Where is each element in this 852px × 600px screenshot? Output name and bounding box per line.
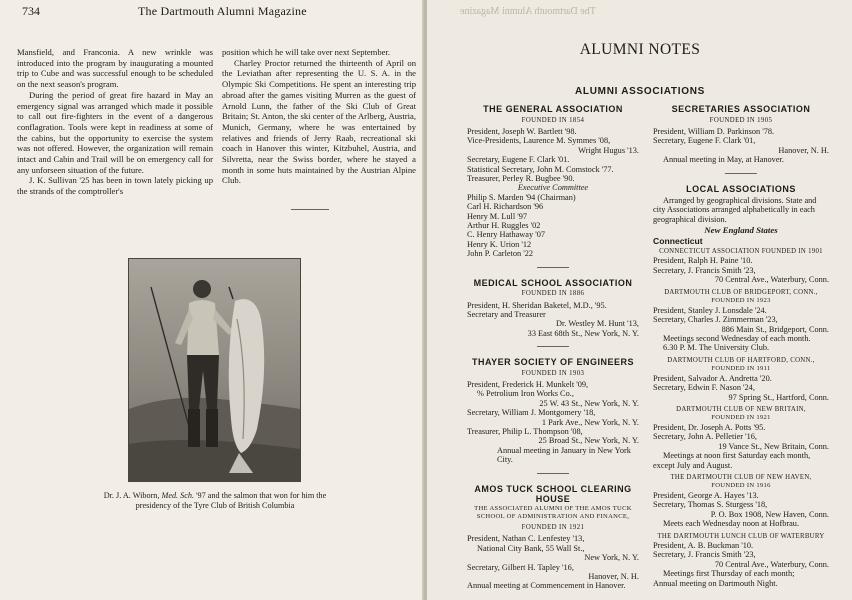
entry-line: 6.30 P. M. The University Club. (663, 343, 770, 353)
entry-line: President, Ralph H. Paine '10. (653, 256, 753, 266)
committee-member: John P. Carleton '22 (467, 249, 534, 259)
entry-line: President, Joseph W. Bartlett '98. (467, 126, 577, 136)
entry-line: Secretary, J. Francis Smith '23, (653, 550, 756, 560)
club-entry (653, 356, 829, 402)
entry-line: Secretary, Eugene F. Clark '01. (467, 155, 570, 165)
entry-line: President, H. Sheridan Baketel, M.D., '95. (467, 300, 607, 310)
entry-line: Secretary, John A. Pelletier '16, (653, 432, 757, 442)
entry-line: Treasurer, Philip L. Thompson '08, (467, 427, 583, 437)
entry-line: Treasurer, Perley R. Bugbee '90. (467, 173, 575, 183)
entry-line: Annual meeting in January in New York City. (497, 445, 631, 465)
founded-date: FOUNDED IN 1886 (521, 290, 585, 298)
entry-line: President, A. B. Buckman '10. (653, 541, 754, 550)
entry-line: % Petrolium Iron Works Co., (477, 389, 574, 399)
entry-line: New York, N. Y. (584, 553, 639, 563)
entry-line: 70 Central Ave., Waterbury, Conn. (714, 559, 829, 569)
entry-line: President, Salvador A. Andretta '20. (653, 373, 772, 383)
paragraph: position which he will take over next September. (222, 47, 391, 57)
photo-caption (90, 491, 340, 512)
entry-line: Wright Hugus '13. (578, 145, 639, 155)
entry-line: Secretary, J. Francis Smith '23, (653, 265, 756, 275)
club-name: DARTMOUTH CLUB OF BRIDGEPORT, CONN., (664, 288, 818, 296)
section-heading: LOCAL ASSOCIATIONS (686, 183, 796, 194)
club-name: THE DARTMOUTH CLUB OF NEW HAVEN, (670, 473, 812, 481)
entry-line: President, Stanley J. Lonsdale '24. (653, 305, 767, 315)
section-heading: SECRETARIES ASSOCIATION (671, 104, 811, 114)
right-column (222, 47, 416, 186)
section-heading: MEDICAL SCHOOL ASSOCIATION (473, 277, 633, 288)
club-name: DARTMOUTH CLUB OF NEW BRITAIN, (676, 405, 806, 413)
entry-line: Hanover, N. H. (588, 571, 639, 581)
club-entry (653, 247, 829, 285)
committee-member: Henry K. Urion '12 (467, 239, 532, 249)
paragraph: Mansfield, and Franconia. A new wrinkle was introduced into the program by inaugurating a mounted trip to Cube and was successful enough to be scheduled on the next season's program. (17, 47, 213, 90)
entry-line: Secretary, William J. Montgomery '18, (467, 408, 596, 418)
right-page (427, 0, 852, 600)
paragraph: J. K. Sullivan '25 has been in town lately picking up the strands of the comptroller's (17, 175, 213, 197)
entry-line: Secretary, Charles J. Zimmerman '23, (653, 315, 778, 325)
subsection-heading: Executive Committee (517, 183, 589, 193)
entry-line: 19 Vance St., New Britain, Conn. (718, 441, 829, 451)
section-subtitle: SCHOOL OF ADMINISTRATION AND FINANCE, (476, 513, 630, 521)
section-divider (537, 473, 569, 474)
club-entry (653, 288, 829, 353)
committee-member: Arthur H. Ruggles '02 (467, 220, 541, 230)
page-number: 734 (22, 4, 40, 18)
page-title: ALUMNI NOTES (579, 41, 701, 58)
entry-line: Vice-Presidents, Laurence M. Symmes '08, (467, 136, 611, 146)
entry-line: Meets each Wednesday noon at Hofbrau. (663, 519, 800, 529)
entry-line: 97 Spring St., Hartford, Conn. (728, 392, 829, 402)
section-heading: HOUSE (535, 494, 571, 505)
entry-line: Annual meeting on Dartmouth Night. (653, 578, 778, 588)
founded-date: FOUNDED IN 1923 (711, 297, 771, 305)
entry-line: Secretary, Eugene F. Clark '01, (653, 136, 756, 146)
entry-line: Secretary, Edwin F. Nason '24, (653, 383, 755, 393)
caption-emphasis: Med. Sch. (161, 491, 195, 500)
entry-line: 70 Central Ave., Waterbury, Conn. (714, 275, 829, 285)
entry-line: Meetings at noon first Saturday each month, except July and August. (653, 451, 811, 470)
amos-tuck-clearing-house (467, 484, 639, 591)
section-subtitle: THE ASSOCIATED ALUMNI OF THE AMOS TUCK (474, 504, 632, 512)
entry-line: Secretary, Gilbert H. Tapley '16, (467, 562, 574, 572)
entry-line: Meetings first Thursday of each month; (663, 569, 795, 579)
club-entry (653, 532, 829, 588)
entry-line: President, Nathan C. Lenfestey '13, (467, 534, 585, 544)
entry-line: President, George A. Hayes '13. (653, 490, 759, 500)
committee-member: Henry M. Lull '97 (467, 211, 528, 221)
local-associations (653, 184, 829, 589)
entry-line: Hanover, N. H. (778, 145, 829, 155)
general-association (467, 104, 639, 259)
paragraph: Charley Proctor returned the thirteenth of April on the Leviathan after representing the U. S. A. in the Olympic Ski Competitions. He spent an interesting trip abroad after the games visiting Murren as the guest of Arnold Lunn, the father of the Ski Club of Great Britain; St. Anton, the ski center of the Arlberg, Austria, Munich, Germany, where he was entertained by relatives and friends of Jerry Raab, recreational ski coach in Hanover this winter, Kitzbuhel, Austria, and Silvretta, near the Swiss border, where he stayed a month in some huts maintained by the Austrian Alpine Club. (222, 57, 416, 186)
entry-line: P. O. Box 1908, New Haven, Conn. (710, 509, 829, 519)
founded-date: FOUNDED IN 1903 (521, 369, 585, 377)
section-divider (537, 346, 569, 347)
club-name: DARTMOUTH CLUB OF HARTFORD, CONN., (667, 356, 815, 364)
salmon-photo (128, 258, 301, 482)
founded-date: FOUNDED IN 1921 (521, 523, 585, 531)
entry-line: 25 Broad St., New York, N. Y. (538, 436, 639, 446)
medical-school-association (467, 278, 639, 339)
left-column (17, 47, 213, 197)
club-name: CONNECTICUT ASSOCIATION FOUNDED IN 1901 (659, 248, 823, 256)
founded-date: FOUNDED IN 1854 (521, 116, 585, 124)
entry-line: 886 Main St., Bridgeport, Conn. (721, 324, 829, 334)
entry-line: Secretary, Thomas S. Sturgess '18, (653, 500, 768, 510)
paragraph: During the period of great fire hazard in May an emergency signal was arranged which made it possible to call out fire-fighters in the event of a dangerous conflagration. Tools were kept in readiness at some of the cabins, but the opportunity to exercise the system was not offered. However, the organization will remain intact and Cabin and Trail will be on emergency call for any unforseen situation of the future. (17, 89, 213, 175)
section-divider (291, 209, 329, 210)
section-divider (537, 267, 569, 268)
section-divider (725, 173, 757, 174)
club-entry (653, 405, 829, 470)
running-head: The Dartmouth Alumni Magazine (138, 4, 307, 18)
founded-date: FOUNDED IN 1905 (709, 116, 773, 124)
left-page (0, 0, 424, 600)
notes-right-column (653, 104, 829, 594)
bleed-through-heading: The Dartmouth Alumni Magazine (460, 6, 596, 17)
section-title: ALUMNI ASSOCIATIONS (575, 86, 705, 97)
committee-member: Carl H. Richardson '96 (467, 202, 544, 212)
region-heading: New England States (704, 225, 778, 236)
notes-left-column (467, 104, 639, 597)
section-heading: THE GENERAL ASSOCIATION (483, 104, 623, 114)
entry-line: President, Dr. Joseph A. Potts '95. (653, 422, 766, 432)
section-heading: AMOS TUCK SCHOOL CLEARING (474, 483, 632, 494)
entry-line: Dr. Westley M. Hunt '13, (556, 319, 639, 329)
entry-line: 25 W. 43 St., New York, N. Y. (539, 398, 639, 408)
club-entry (653, 473, 829, 529)
club-name: THE DARTMOUTH LUNCH CLUB OF WATERBURY (657, 532, 825, 540)
entry-line: Meetings second Wednesday of each month. (663, 333, 811, 343)
caption-text: '97 and the salmon that won for him the presidency of the Tyre Club of British Columbia (135, 491, 327, 511)
state-heading: Connecticut (653, 235, 703, 246)
section-intro: Arranged by geographical divisions. State and city Associations arranged alphabetically in each geographical division. (653, 196, 817, 224)
thayer-society (467, 357, 639, 465)
entry-line: Statistical Secretary, John M. Comstock '77. (467, 164, 614, 174)
founded-date: FOUNDED IN 1911 (711, 365, 771, 373)
entry-line: President, Frederick H. Munkelt '09, (467, 380, 589, 390)
entry-line: Annual meeting at Commencement in Hanover. (467, 581, 626, 591)
entry-line: 33 East 68th St., New York, N. Y. (527, 328, 639, 338)
founded-date: FOUNDED IN 1921 (711, 414, 771, 422)
entry-line: President, William D. Parkinson '78. (653, 126, 775, 136)
entry-line: 1 Park Ave., New York, N. Y. (541, 417, 639, 427)
committee-member: C. Henry Hathaway '07 (467, 230, 545, 240)
entry-line: Secretary and Treasurer (467, 309, 546, 319)
committee-member: Philip S. Marden '94 (Chairman) (467, 192, 576, 202)
section-heading: THAYER SOCIETY OF ENGINEERS (471, 357, 635, 368)
secretaries-association (653, 104, 829, 165)
caption-text: Dr. J. A. Wiborn, (103, 491, 162, 500)
entry-line: National City Bank, 55 Wall St., (477, 543, 585, 553)
entry-line: Annual meeting in May, at Hanover. (663, 155, 784, 165)
founded-date: FOUNDED IN 1916 (711, 482, 771, 490)
